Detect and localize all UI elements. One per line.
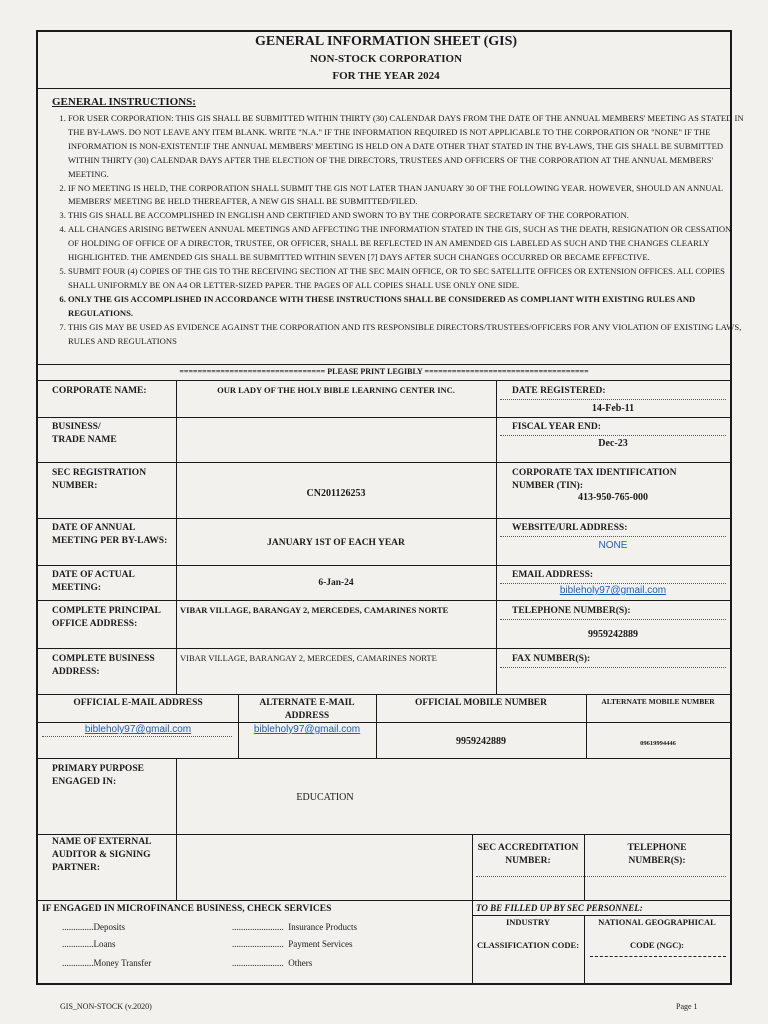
microfinance-label: IF ENGAGED IN MICROFINANCE BUSINESS, CHECK SERVICES: [42, 904, 332, 914]
gis-form-sheet: [36, 30, 744, 985]
form-code: GIS_NON-STOCK (v.2020): [60, 1002, 152, 1011]
corporate-name-label: CORPORATE NAME:: [52, 386, 147, 396]
label-line: MEETING PER BY-LAWS:: [52, 536, 168, 546]
fiscal-year-label: FISCAL YEAR END:: [512, 422, 601, 432]
official-mobile-value[interactable]: 9959242889: [456, 736, 506, 747]
divider: [500, 619, 726, 620]
label-line: BUSINESS/: [52, 422, 101, 432]
label-line: TRADE NAME: [52, 435, 117, 445]
divider: [176, 758, 177, 834]
label-line: MEETING:: [52, 583, 102, 593]
divider: [38, 417, 730, 418]
label-line: SEC ACCREDITATION: [477, 843, 579, 853]
service-loans-checkbox[interactable]: ..............Loans: [62, 939, 116, 949]
form-subtitle: NON-STOCK CORPORATION: [309, 53, 463, 65]
service-label: Money Transfer: [93, 958, 152, 968]
divider: [38, 758, 730, 759]
service-payment-checkbox[interactable]: ....................... Payment Services: [232, 939, 353, 949]
ngc-label-2: CODE (NGC):: [629, 940, 685, 950]
annual-meeting-value[interactable]: JANUARY 1ST OF EACH YEAR: [267, 538, 405, 548]
divider: [500, 583, 726, 584]
label-line: COMPLETE PRINCIPAL: [52, 606, 161, 616]
instructions-list: [52, 112, 744, 348]
sec-accreditation-label: [472, 842, 584, 868]
label-line: ENGAGED IN:: [52, 777, 117, 787]
tin-value[interactable]: 413-950-765-000: [578, 492, 648, 503]
instruction-item: 4. ALL CHANGES ARISING BETWEEN ANNUAL MEETINGS AND AFFECTING THE INFORMATION STATED IN THE GIS, SUCH AS THE DEATH, RESIGNATION OR CESSATION OF HOLDING OF OFFICE OF A DIRECTOR, TRUSTEE, OR OFFICER, SHALL BE REFLECTED IN AN AMENDED GIS LABELED AS SUCH AND THE CHANGES CLEARLY HIGHLIGHTED. THE AMENDED GIS SHALL BE SUBMITTED WITHIN SEVEN [7] DAYS AFTER SUCH CHANGES OCCURRED OR BECAME EFFECTIVE.: [68, 223, 744, 265]
service-money-transfer-checkbox[interactable]: ..............Money Transfer: [62, 958, 152, 968]
principal-office-value[interactable]: VIBAR VILLAGE, BARANGAY 2, MERCEDES, CAMARINES NORTE: [180, 605, 449, 615]
label-line: CORPORATE TAX IDENTIFICATION: [512, 468, 677, 478]
service-deposits-checkbox[interactable]: ..............Deposits: [62, 922, 125, 932]
divider: [500, 435, 726, 436]
label-line: COMPLETE BUSINESS: [52, 654, 155, 664]
annual-meeting-label: [52, 522, 167, 548]
business-address-label: [52, 653, 155, 679]
telephone-label: TELEPHONE NUMBER(S):: [512, 606, 631, 616]
instruction-item: 3. THIS GIS SHALL BE ACCOMPLISHED IN ENGLISH AND CERTIFIED AND SWORN TO BY THE CORPORATE SECRETARY OF THE CORPORATION.: [68, 209, 744, 223]
divider: [38, 648, 730, 649]
label-line: DATE OF ANNUAL: [52, 523, 136, 533]
divider: [38, 900, 730, 901]
label-line: NUMBER:: [505, 856, 551, 866]
label-line: PRIMARY PURPOSE: [52, 764, 144, 774]
divider: [500, 399, 726, 400]
date-registered-label: DATE REGISTERED:: [512, 386, 606, 396]
primary-purpose-value[interactable]: EDUCATION: [296, 792, 354, 803]
divider: [500, 667, 726, 668]
form-year: FOR THE YEAR 2024: [332, 70, 440, 82]
official-email-label: OFFICIAL E-MAIL ADDRESS: [73, 698, 203, 708]
instruction-item: 1. FOR USER CORPORATION: THIS GIS SHALL BE SUBMITTED WITHIN THIRTY (30) CALENDAR DAYS FROM THE DATE OF THE ANNUAL MEMBERS' MEETING AS STATED IN THE BY-LAWS. DO NOT LEAVE ANY ITEM BLANK. WRITE "N.A." IF THE INFORMATION REQUIRED IS NOT APPLICABLE TO THE CORPORATION OR "NONE" IF THE INFORMATION IS NON-EXISTENT.IF THE ANNUAL MEMBERS' MEETING IS HELD ON A DATE OTHER THAT STATED IN THE BY-LAWS, THE GIS SHALL BE SUBMITTED WITHIN THIRTY (30) CALENDAR DAYS AFTER THE ELECTION OF THE DIRECTORS, TRUSTEES AND OFFICERS OF THE CORPORATION AT THE ANNUAL MEMBERS' MEETING.: [68, 112, 744, 182]
instruction-item: 6. ONLY THE GIS ACCOMPLISHED IN ACCORDANCE WITH THESE INSTRUCTIONS SHALL BE CONSIDERED AS COMPLIANT WITH EXISTING RULES AND REGULATIONS.: [68, 293, 744, 321]
form-title: GENERAL INFORMATION SHEET (GIS): [254, 34, 518, 49]
actual-meeting-value[interactable]: 6-Jan-24: [318, 578, 354, 588]
print-legibly-banner: ================================ PLEASE PRINT LEGIBLY ====================================: [179, 367, 589, 376]
label-line: ADDRESS: [284, 711, 330, 721]
divider: [38, 600, 730, 601]
website-label: WEBSITE/URL ADDRESS:: [512, 523, 628, 533]
instructions-heading: GENERAL INSTRUCTIONS:: [52, 96, 196, 108]
instruction-item: 5. SUBMIT FOUR (4) COPIES OF THE GIS TO THE RECEIVING SECTION AT THE SEC MAIN OFFICE, OR TO SEC SATELLITE OFFICES OR EXTENSION OFFICES. ALL COPIES SHALL UNIFORMLY BE ON A4 OR LETTER-SIZED PAPER. THE PAGES OF ALL COPIES SHALL USE ONLY ONE SIDE.: [68, 265, 744, 293]
service-label: Insurance Products: [288, 922, 357, 932]
divider: [38, 364, 730, 365]
divider: [38, 722, 730, 723]
label-line: TELEPHONE: [627, 843, 687, 853]
divider: [176, 380, 177, 694]
label-line: SEC REGISTRATION: [52, 468, 147, 478]
sec-personnel-label: TO BE FILLED UP BY SEC PERSONNEL:: [476, 903, 643, 913]
alternate-email-link[interactable]: bibleholy97@gmail.com: [253, 724, 361, 735]
email-value[interactable]: [500, 585, 726, 596]
fiscal-year-value[interactable]: Dec-23: [598, 438, 628, 449]
label-line: ALTERNATE E-MAIL: [259, 698, 355, 708]
divider: [472, 915, 730, 916]
primary-purpose-label: [52, 763, 144, 789]
divider: [476, 876, 726, 877]
official-email-value[interactable]: [38, 724, 238, 735]
official-email-link[interactable]: bibleholy97@gmail.com: [84, 724, 192, 735]
label-line: PARTNER:: [52, 863, 101, 873]
principal-office-label: [52, 605, 161, 631]
alternate-email-label: [238, 697, 376, 723]
service-label: Payment Services: [288, 939, 353, 949]
industry-classification-label-1: INDUSTRY: [505, 917, 551, 927]
sec-registration-label: [52, 467, 146, 493]
label-line: NUMBER(S):: [628, 856, 686, 866]
service-insurance-checkbox[interactable]: ....................... Insurance Products: [232, 922, 357, 932]
divider: [42, 736, 232, 737]
divider: [38, 694, 730, 695]
actual-meeting-label: [52, 569, 135, 595]
service-label: Loans: [93, 939, 116, 949]
label-line: NUMBER (TIN):: [512, 481, 583, 491]
service-label: Deposits: [93, 922, 125, 932]
divider: [38, 88, 730, 89]
divider: [38, 462, 730, 463]
external-auditor-label: [52, 836, 151, 875]
website-value[interactable]: [500, 540, 726, 551]
email-label: EMAIL ADDRESS:: [512, 570, 594, 580]
divider: [176, 834, 177, 900]
business-address-value[interactable]: VIBAR VILLAGE, BARANGAY 2, MERCEDES, CAMARINES NORTE: [180, 653, 437, 663]
industry-classification-label-2: CLASSIFICATION CODE:: [476, 940, 580, 950]
sec-registration-value[interactable]: CN201126253: [306, 488, 366, 499]
label-line: AUDITOR & SIGNING: [52, 850, 151, 860]
alternate-mobile-value[interactable]: 09619994446: [640, 740, 676, 747]
divider: [500, 536, 726, 537]
label-line: NAME OF EXTERNAL: [52, 837, 152, 847]
auditor-telephone-label: [584, 842, 730, 868]
divider: [38, 380, 730, 381]
divider: [38, 834, 730, 835]
divider: [496, 380, 497, 694]
service-label: Others: [288, 958, 313, 968]
service-others-checkbox[interactable]: ....................... Others: [232, 958, 313, 968]
divider: [38, 565, 730, 566]
corporate-name-value[interactable]: OUR LADY OF THE HOLY BIBLE LEARNING CENTER INC.: [217, 385, 455, 395]
divider: [38, 518, 730, 519]
email-link[interactable]: bibleholy97@gmail.com: [559, 585, 667, 596]
instruction-item: 7. THIS GIS MAY BE USED AS EVIDENCE AGAINST THE CORPORATION AND ITS RESPONSIBLE DIRECTORS/TRUSTEES/OFFICERS FOR ANY VIOLATION OF EXISTING LAWS, RULES AND REGULATIONS: [68, 321, 744, 349]
page-number: Page 1: [676, 1002, 698, 1011]
date-registered-value[interactable]: 14-Feb-11: [591, 403, 635, 414]
tin-label: [512, 467, 677, 493]
label-line: OFFICE ADDRESS:: [52, 619, 138, 629]
ngc-input-line[interactable]: [590, 956, 726, 957]
website-text[interactable]: NONE: [598, 540, 628, 551]
label-line: NUMBER:: [52, 481, 98, 491]
business-trade-name-label: [52, 421, 117, 447]
label-line: DATE OF ACTUAL: [52, 570, 135, 580]
label-line: ADDRESS:: [52, 667, 100, 677]
fax-label: FAX NUMBER(S):: [512, 654, 591, 664]
telephone-value[interactable]: 9959242889: [588, 629, 638, 640]
alternate-mobile-label: ALTERNATE MOBILE NUMBER: [601, 697, 715, 706]
instruction-item: 2. IF NO MEETING IS HELD, THE CORPORATION SHALL SUBMIT THE GIS NOT LATER THAN JANUARY 30 OF THE FOLLOWING YEAR. HOWEVER, SHOULD AN ANNUAL MEMBERS' MEETING BE HELD THEREAFTER, A NEW GIS SHALL BE SUBMITTED/FILED.: [68, 182, 744, 210]
alternate-email-value[interactable]: [238, 724, 376, 735]
official-mobile-label: OFFICIAL MOBILE NUMBER: [415, 698, 547, 708]
ngc-label-1: NATIONAL GEOGRAPHICAL: [598, 917, 716, 927]
